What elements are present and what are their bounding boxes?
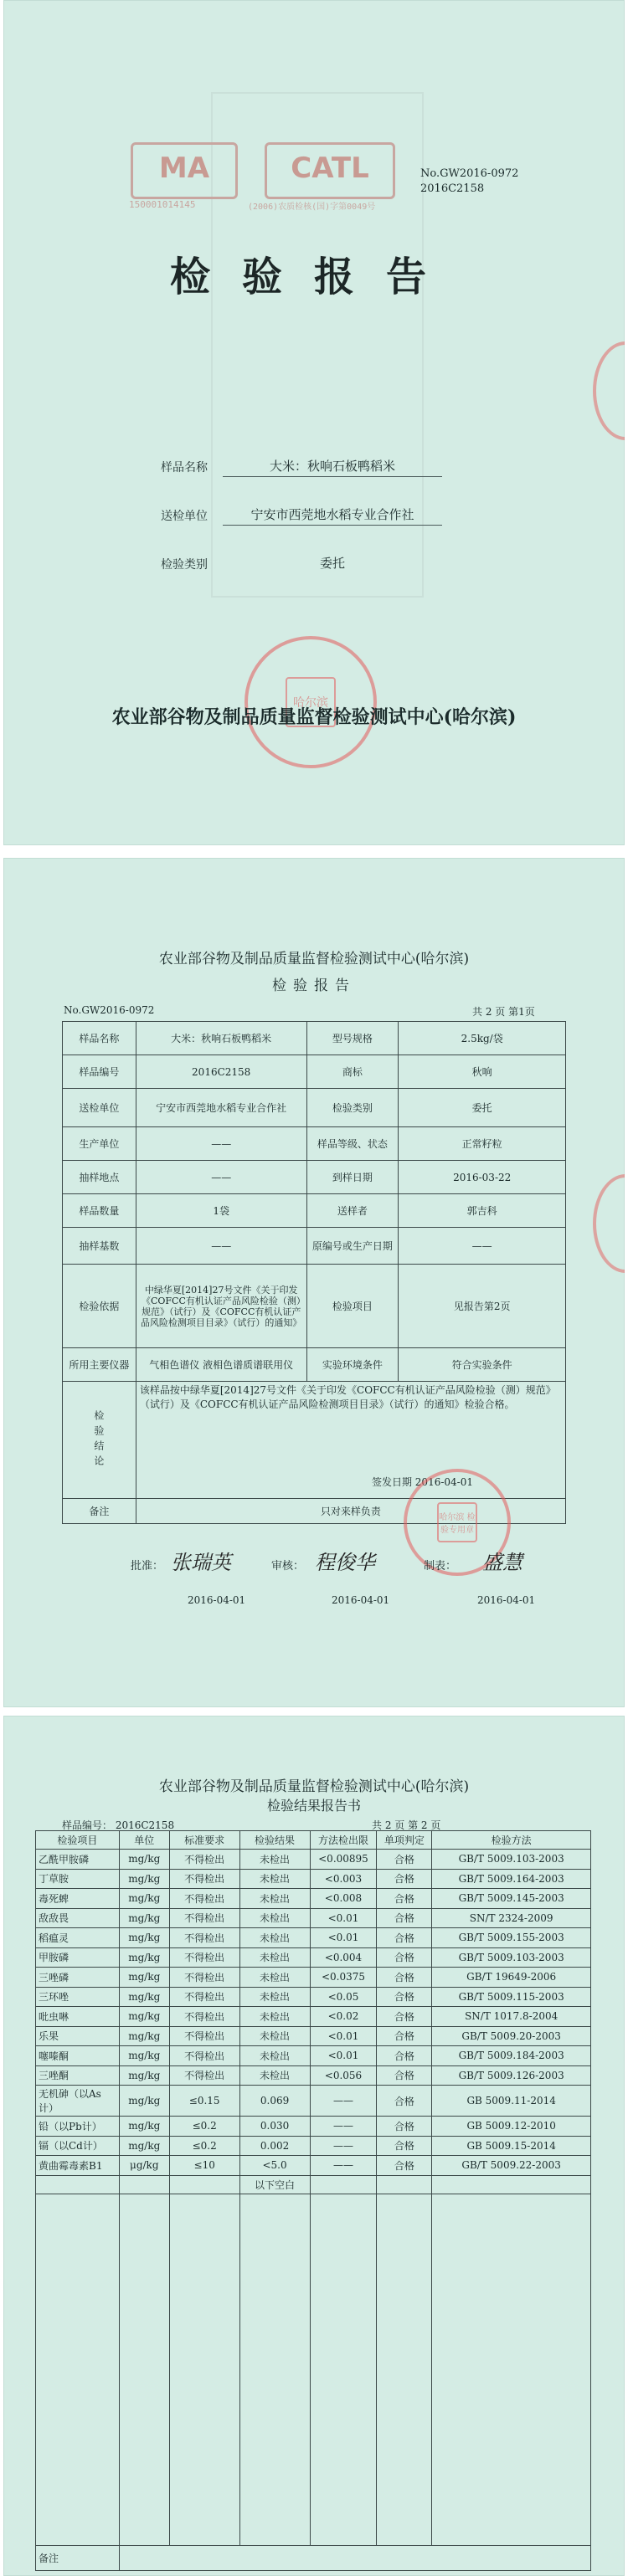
col-header: 单位: [119, 1831, 169, 1850]
table-row: [36, 2026, 591, 2046]
table-cell: 合格: [377, 1889, 432, 1909]
table-cell: [432, 2175, 591, 2194]
report-info-table: [62, 1021, 566, 1524]
table-cell: 合格: [377, 2136, 432, 2156]
table-cell: SN/T 2324-2009: [432, 1908, 591, 1928]
conclusion-cell: [136, 1382, 565, 1499]
table-cell: 甲胺磷: [36, 1947, 120, 1968]
table-cell: 不得检出: [169, 1889, 239, 1909]
table-cell: ——: [310, 2086, 377, 2117]
field-value-inspection-type: 委托: [319, 556, 345, 571]
col-header: 检验结果: [239, 1831, 310, 1850]
table-cell: 未检出: [239, 1869, 310, 1889]
table-cell: mg/kg: [119, 2026, 169, 2046]
table-cell: mg/kg: [119, 2086, 169, 2117]
official-seal: 哈尔滨: [245, 636, 377, 768]
col-header: 单项判定: [377, 1831, 432, 1850]
table-cell: 未检出: [239, 1908, 310, 1928]
table-row: [36, 1869, 591, 1889]
table-row: [36, 2046, 591, 2066]
table-cell: mg/kg: [119, 1987, 169, 2007]
table-cell: 噻嗪酮: [36, 2046, 120, 2066]
table-row: [36, 2156, 591, 2176]
table-cell: GB/T 5009.145-2003: [432, 1889, 591, 1909]
table-cell: 黄曲霉毒素B1: [36, 2156, 120, 2176]
table-cell: ≤10: [169, 2156, 239, 2176]
table-cell: [119, 2194, 169, 2545]
table-row: 检验依据 中绿华夏[2014]27号文件《关于印发《COFCC有机认证产品风险检验（测）规范》（试行）及《COFCC有机认证产品风险检测项目目录》（试行）的通知》 检验项目 见报告第2页: [63, 1265, 566, 1348]
table-cell: 合格: [377, 1869, 432, 1889]
table-cell: GB/T 5009.115-2003: [432, 1987, 591, 2007]
table-cell: 0.002: [239, 2136, 310, 2156]
table-cell: 乙酰甲胺磷: [36, 1850, 120, 1870]
table-cell: GB/T 5009.20-2003: [432, 2026, 591, 2046]
results-title: 检验结果报告书: [266, 1798, 361, 1814]
table-cell: 未检出: [239, 2065, 310, 2086]
table-cell: GB/T 19649-2006: [432, 1968, 591, 1988]
catl-logo: CATL: [265, 142, 395, 199]
table-cell: mg/kg: [119, 1968, 169, 1988]
table-cell: GB/T 5009.103-2003: [432, 1947, 591, 1968]
table-cell: [377, 2194, 432, 2545]
table-cell: [239, 2194, 310, 2545]
table-row: [36, 1987, 591, 2007]
table-cell: 铅（以Pb计）: [36, 2117, 120, 2137]
table-cell: 未检出: [239, 2046, 310, 2066]
table-cell: 0.030: [239, 2117, 310, 2137]
report-title: 检验报告: [169, 254, 458, 300]
table-cell: 不得检出: [169, 1908, 239, 1928]
page-edge-seal: [593, 341, 625, 440]
table-row: [36, 2007, 591, 2027]
table-cell: ≤0.15: [169, 2086, 239, 2117]
table-cell: <0.0375: [310, 1968, 377, 1988]
table-cell: 合格: [377, 2007, 432, 2027]
table-row: 样品数量 1袋 送样者 郭吉科: [63, 1194, 566, 1228]
approve-date: 2016-04-01: [188, 1594, 246, 1606]
table-cell: <0.008: [310, 1889, 377, 1909]
remark-label: 备注: [36, 2545, 120, 2570]
table-cell: mg/kg: [119, 2046, 169, 2066]
table-cell: GB/T 5009.103-2003: [432, 1850, 591, 1870]
table-row: [36, 2117, 591, 2137]
report-page-2: [3, 1716, 625, 2576]
organization-name: 农业部谷物及制品质量监督检验测试中心(哈尔滨): [111, 706, 517, 728]
table-cell: 未检出: [239, 1928, 310, 1948]
table-cell: 不得检出: [169, 2007, 239, 2027]
table-row: 抽样基数 —— 原编号或生产日期 ——: [63, 1228, 566, 1265]
table-cell: μg/kg: [119, 2156, 169, 2176]
table-cell: [169, 2194, 239, 2545]
table-cell: 不得检出: [169, 1968, 239, 1988]
table-cell: ——: [310, 2156, 377, 2176]
table-cell: GB/T 5009.22-2003: [432, 2156, 591, 2176]
table-cell: 三环唑: [36, 1987, 120, 2007]
table-cell: 乐果: [36, 2026, 120, 2046]
report-page-1: [3, 858, 625, 1707]
table-row: [36, 2086, 591, 2117]
table-cell: GB/T 5009.184-2003: [432, 2046, 591, 2066]
table-cell: mg/kg: [119, 1947, 169, 1968]
table-row: 抽样地点 —— 到样日期 2016-03-22: [63, 1161, 566, 1194]
cma-logo-number: 150001014145: [129, 199, 196, 210]
remark-value: [119, 2545, 590, 2570]
table-cell: [377, 2175, 432, 2194]
table-cell: GB 5009.11-2014: [432, 2086, 591, 2117]
table-cell: mg/kg: [119, 1928, 169, 1948]
end-row: [36, 2175, 591, 2194]
report-number: No.GW2016-0972: [420, 167, 519, 180]
catl-logo-number: (2006)农质检核(国)字第0049号: [248, 203, 376, 212]
table-cell: <0.00895: [310, 1850, 377, 1870]
sample-number: 样品编号： 2016C2158: [62, 1819, 175, 1831]
blank-row: [36, 2194, 591, 2545]
page-edge-seal: [593, 1174, 625, 1273]
table-row: 生产单位 —— 样品等级、状态 正常籽粒: [63, 1127, 566, 1161]
sample-code: 2016C2158: [420, 182, 485, 195]
table-cell: <0.01: [310, 1908, 377, 1928]
table-cell: 未检出: [239, 1987, 310, 2007]
table-cell: ≤0.2: [169, 2117, 239, 2137]
remark-text: 只对来样负责: [136, 1499, 565, 1524]
table-cell: 三唑磷: [36, 1968, 120, 1988]
review-date: 2016-04-01: [332, 1594, 390, 1606]
table-cell: <0.01: [310, 1928, 377, 1948]
table-cell: 未检出: [239, 2007, 310, 2027]
table-cell: 合格: [377, 1908, 432, 1928]
table-cell: <0.01: [310, 2026, 377, 2046]
table-cell: 不得检出: [169, 1947, 239, 1968]
table-cell: 毒死蜱: [36, 1889, 120, 1909]
table-cell: 不得检出: [169, 1869, 239, 1889]
table-cell: 稻瘟灵: [36, 1928, 120, 1948]
approve-signature: 张瑞英: [171, 1551, 231, 1574]
table-row: [36, 1889, 591, 1909]
conclusion-label: 检验结论: [63, 1382, 136, 1499]
table-cell: 不得检出: [169, 1850, 239, 1870]
table-cell: 不得检出: [169, 1987, 239, 2007]
make-date: 2016-04-01: [477, 1594, 536, 1606]
table-cell: 未检出: [239, 1850, 310, 1870]
table-cell: 镉（以Cd计）: [36, 2136, 120, 2156]
col-header: 标准要求: [169, 1831, 239, 1850]
table-cell: 合格: [377, 2117, 432, 2137]
table-cell: mg/kg: [119, 2065, 169, 2086]
table-cell: 未检出: [239, 1968, 310, 1988]
table-cell: mg/kg: [119, 1908, 169, 1928]
table-cell: [310, 2175, 377, 2194]
field-label-client: 送检单位: [161, 510, 208, 523]
table-cell: 0.069: [239, 2086, 310, 2117]
table-cell: [36, 2194, 120, 2545]
table-row: 样品编号 2016C2158 商标 秋响: [63, 1055, 566, 1089]
table-cell: 合格: [377, 2046, 432, 2066]
cover-page: [3, 0, 625, 845]
col-header: 方法检出限: [310, 1831, 377, 1850]
table-cell: <0.003: [310, 1869, 377, 1889]
table-cell: [119, 2175, 169, 2194]
table-cell: GB 5009.15-2014: [432, 2136, 591, 2156]
table-cell: ——: [310, 2136, 377, 2156]
make-signature: 盛慧: [482, 1551, 522, 1574]
table-cell: 三唑酮: [36, 2065, 120, 2086]
report-title: 检验报告: [272, 978, 356, 994]
table-cell: 合格: [377, 1947, 432, 1968]
table-cell: 合格: [377, 1850, 432, 1870]
table-cell: mg/kg: [119, 1850, 169, 1870]
remark-row: [36, 2545, 591, 2570]
page-info: 共 2 页 第1页: [472, 1006, 535, 1018]
issue-date: 签发日期 2016-04-01: [371, 1476, 473, 1488]
table-row: 所用主要仪器 气相色谱仪 液相色谱质谱联用仪 实验环境条件 符合实验条件: [63, 1348, 566, 1382]
table-cell: <0.05: [310, 1987, 377, 2007]
table-cell: 合格: [377, 2065, 432, 2086]
table-cell: [169, 2175, 239, 2194]
page-info: 共 2 页 第 2 页: [372, 1819, 441, 1831]
table-cell: GB/T 5009.126-2003: [432, 2065, 591, 2086]
field-label-inspection-type: 检验类别: [161, 558, 208, 572]
table-cell: <5.0: [239, 2156, 310, 2176]
table-cell: 合格: [377, 2156, 432, 2176]
cma-logo: MA: [131, 142, 238, 199]
organization-name: 农业部谷物及制品质量监督检验测试中心(哈尔滨): [158, 1778, 470, 1795]
table-cell: 不得检出: [169, 1928, 239, 1948]
organization-name: 农业部谷物及制品质量监督检验测试中心(哈尔滨): [158, 951, 470, 967]
table-cell: mg/kg: [119, 1869, 169, 1889]
official-seal: 哈尔滨 检验专用章: [404, 1469, 511, 1576]
remark-label: 备注: [63, 1499, 136, 1524]
table-cell: 合格: [377, 1968, 432, 1988]
report-number: No.GW2016-0972: [64, 1004, 155, 1016]
col-header: 检验方法: [432, 1831, 591, 1850]
table-cell: 未检出: [239, 1947, 310, 1968]
table-cell: 合格: [377, 2086, 432, 2117]
results-body: [36, 1850, 591, 2571]
table-cell: <0.01: [310, 2046, 377, 2066]
review-label: 审核：: [271, 1560, 305, 1573]
table-cell: [36, 2175, 120, 2194]
table-cell: mg/kg: [119, 1889, 169, 1909]
table-row: 送检单位 宁安市西莞地水稻专业合作社 检验类别 委托: [63, 1089, 566, 1127]
table-cell: SN/T 1017.8-2004: [432, 2007, 591, 2027]
table-cell: 不得检出: [169, 2026, 239, 2046]
table-cell: 未检出: [239, 2026, 310, 2046]
table-cell: 无机砷（以As计）: [36, 2086, 120, 2117]
table-cell: mg/kg: [119, 2117, 169, 2137]
field-label-sample-name: 样品名称: [161, 461, 208, 475]
table-cell: 合格: [377, 2026, 432, 2046]
table-cell: 敌敌畏: [36, 1908, 120, 1928]
results-table: [35, 1830, 591, 2571]
field-value-client: 宁安市西莞地水稻专业合作社: [223, 505, 442, 526]
table-row: [36, 1908, 591, 1928]
table-row: [36, 1968, 591, 1988]
table-cell: 合格: [377, 1987, 432, 2007]
table-cell: GB/T 5009.164-2003: [432, 1869, 591, 1889]
table-cell: <0.02: [310, 2007, 377, 2027]
table-cell: GB/T 5009.155-2003: [432, 1928, 591, 1948]
col-header: 检验项目: [36, 1831, 120, 1850]
table-cell: mg/kg: [119, 2007, 169, 2027]
review-signature: 程俊华: [315, 1551, 375, 1574]
table-cell: 不得检出: [169, 2046, 239, 2066]
table-cell: 合格: [377, 1928, 432, 1948]
table-cell: 吡虫啉: [36, 2007, 120, 2027]
approve-label: 批准：: [131, 1560, 164, 1573]
table-row: [36, 2136, 591, 2156]
table-row: [36, 1850, 591, 1870]
table-cell: mg/kg: [119, 2136, 169, 2156]
field-value-sample-name: 大米：秋响石板鸭稻米: [223, 457, 442, 477]
table-row: [36, 1928, 591, 1948]
table-row: 样品名称 大米：秋响石板鸭稻米 型号规格 2.5kg/袋: [63, 1022, 566, 1055]
end-marker: 以下空白: [239, 2175, 310, 2194]
table-row: [36, 2065, 591, 2086]
table-row: [36, 1947, 591, 1968]
table-cell: [310, 2194, 377, 2545]
table-cell: 丁草胺: [36, 1869, 120, 1889]
table-cell: GB 5009.12-2010: [432, 2117, 591, 2137]
make-label: 制表：: [424, 1560, 457, 1573]
table-header-row: [36, 1831, 591, 1850]
table-cell: 不得检出: [169, 2065, 239, 2086]
table-cell: ——: [310, 2117, 377, 2137]
table-cell: <0.004: [310, 1947, 377, 1968]
table-cell: [432, 2194, 591, 2545]
table-cell: <0.056: [310, 2065, 377, 2086]
table-cell: 未检出: [239, 1889, 310, 1909]
conclusion-text: 该样品按中绿华夏[2014]27号文件《关于印发《COFCC有机认证产品风险检验（测）规范》（试行）及《COFCC有机认证产品风险检测项目目录》（试行）的通知》检验合格。: [139, 1384, 556, 1410]
table-cell: ≤0.2: [169, 2136, 239, 2156]
